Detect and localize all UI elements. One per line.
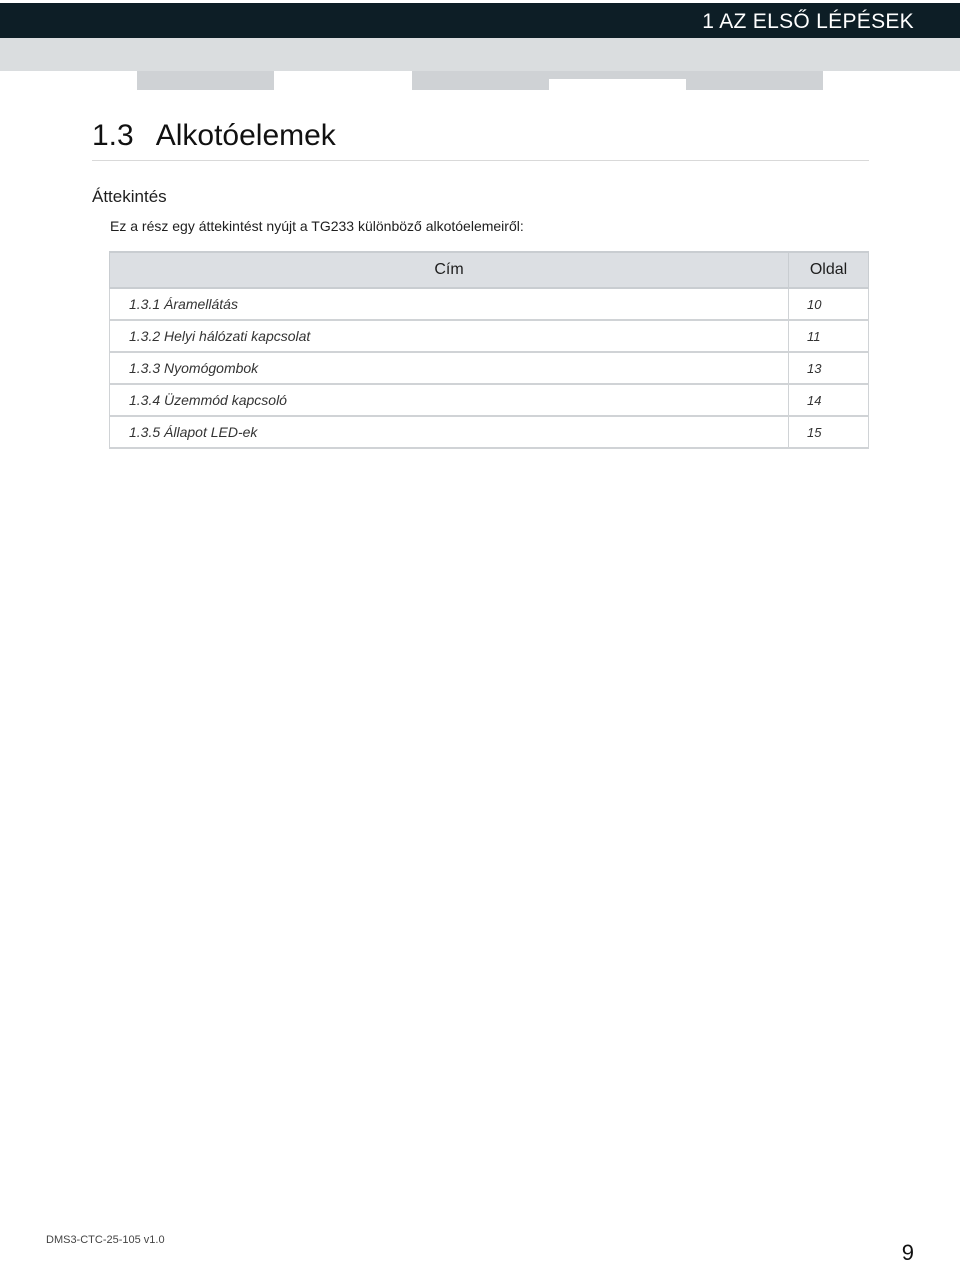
toc-entry-page: 15	[789, 416, 869, 448]
table-header-row	[110, 252, 869, 288]
header-tab-block	[549, 71, 686, 79]
components-toc-table	[109, 251, 869, 449]
toc-entry-title[interactable]: 1.3.1 Áramellátás	[110, 288, 789, 320]
table-row[interactable]	[110, 416, 869, 448]
column-header-page: Oldal	[789, 252, 869, 288]
header-gray-strip	[0, 38, 960, 71]
heading-divider	[92, 160, 869, 161]
toc-entry-title[interactable]: 1.3.2 Helyi hálózati kapcsolat	[110, 320, 789, 352]
toc-entry-title[interactable]: 1.3.4 Üzemmód kapcsoló	[110, 384, 789, 416]
page-number: 9	[901, 1240, 914, 1265]
chapter-title: 1 AZ ELSŐ LÉPÉSEK	[702, 10, 914, 33]
section-number: 1.3	[92, 119, 134, 152]
overview-intro: Ez a rész egy áttekintést nyújt a TG233 különböző alkotóelemeiről:	[110, 218, 524, 234]
overview-heading: Áttekintés	[92, 187, 167, 206]
table-row[interactable]	[110, 384, 869, 416]
table-row[interactable]	[110, 320, 869, 352]
chapter-header-bar	[0, 3, 960, 38]
header-tab-block	[412, 71, 549, 90]
toc-entry-page: 10	[789, 288, 869, 320]
toc-entry-title[interactable]: 1.3.5 Állapot LED-ek	[110, 416, 789, 448]
section-heading	[92, 116, 336, 156]
toc-entry-page: 11	[789, 320, 869, 352]
table-row[interactable]	[110, 288, 869, 320]
table-row[interactable]	[110, 352, 869, 384]
document-code: DMS3-CTC-25-105 v1.0	[46, 1234, 165, 1246]
section-title: Alkotóelemek	[155, 119, 336, 152]
toc-entry-title[interactable]: 1.3.3 Nyomógombok	[110, 352, 789, 384]
toc-entry-page: 14	[789, 384, 869, 416]
toc-entry-page: 13	[789, 352, 869, 384]
header-tab-block	[137, 71, 274, 90]
column-header-title: Cím	[110, 252, 789, 288]
header-tab-block	[686, 71, 823, 90]
